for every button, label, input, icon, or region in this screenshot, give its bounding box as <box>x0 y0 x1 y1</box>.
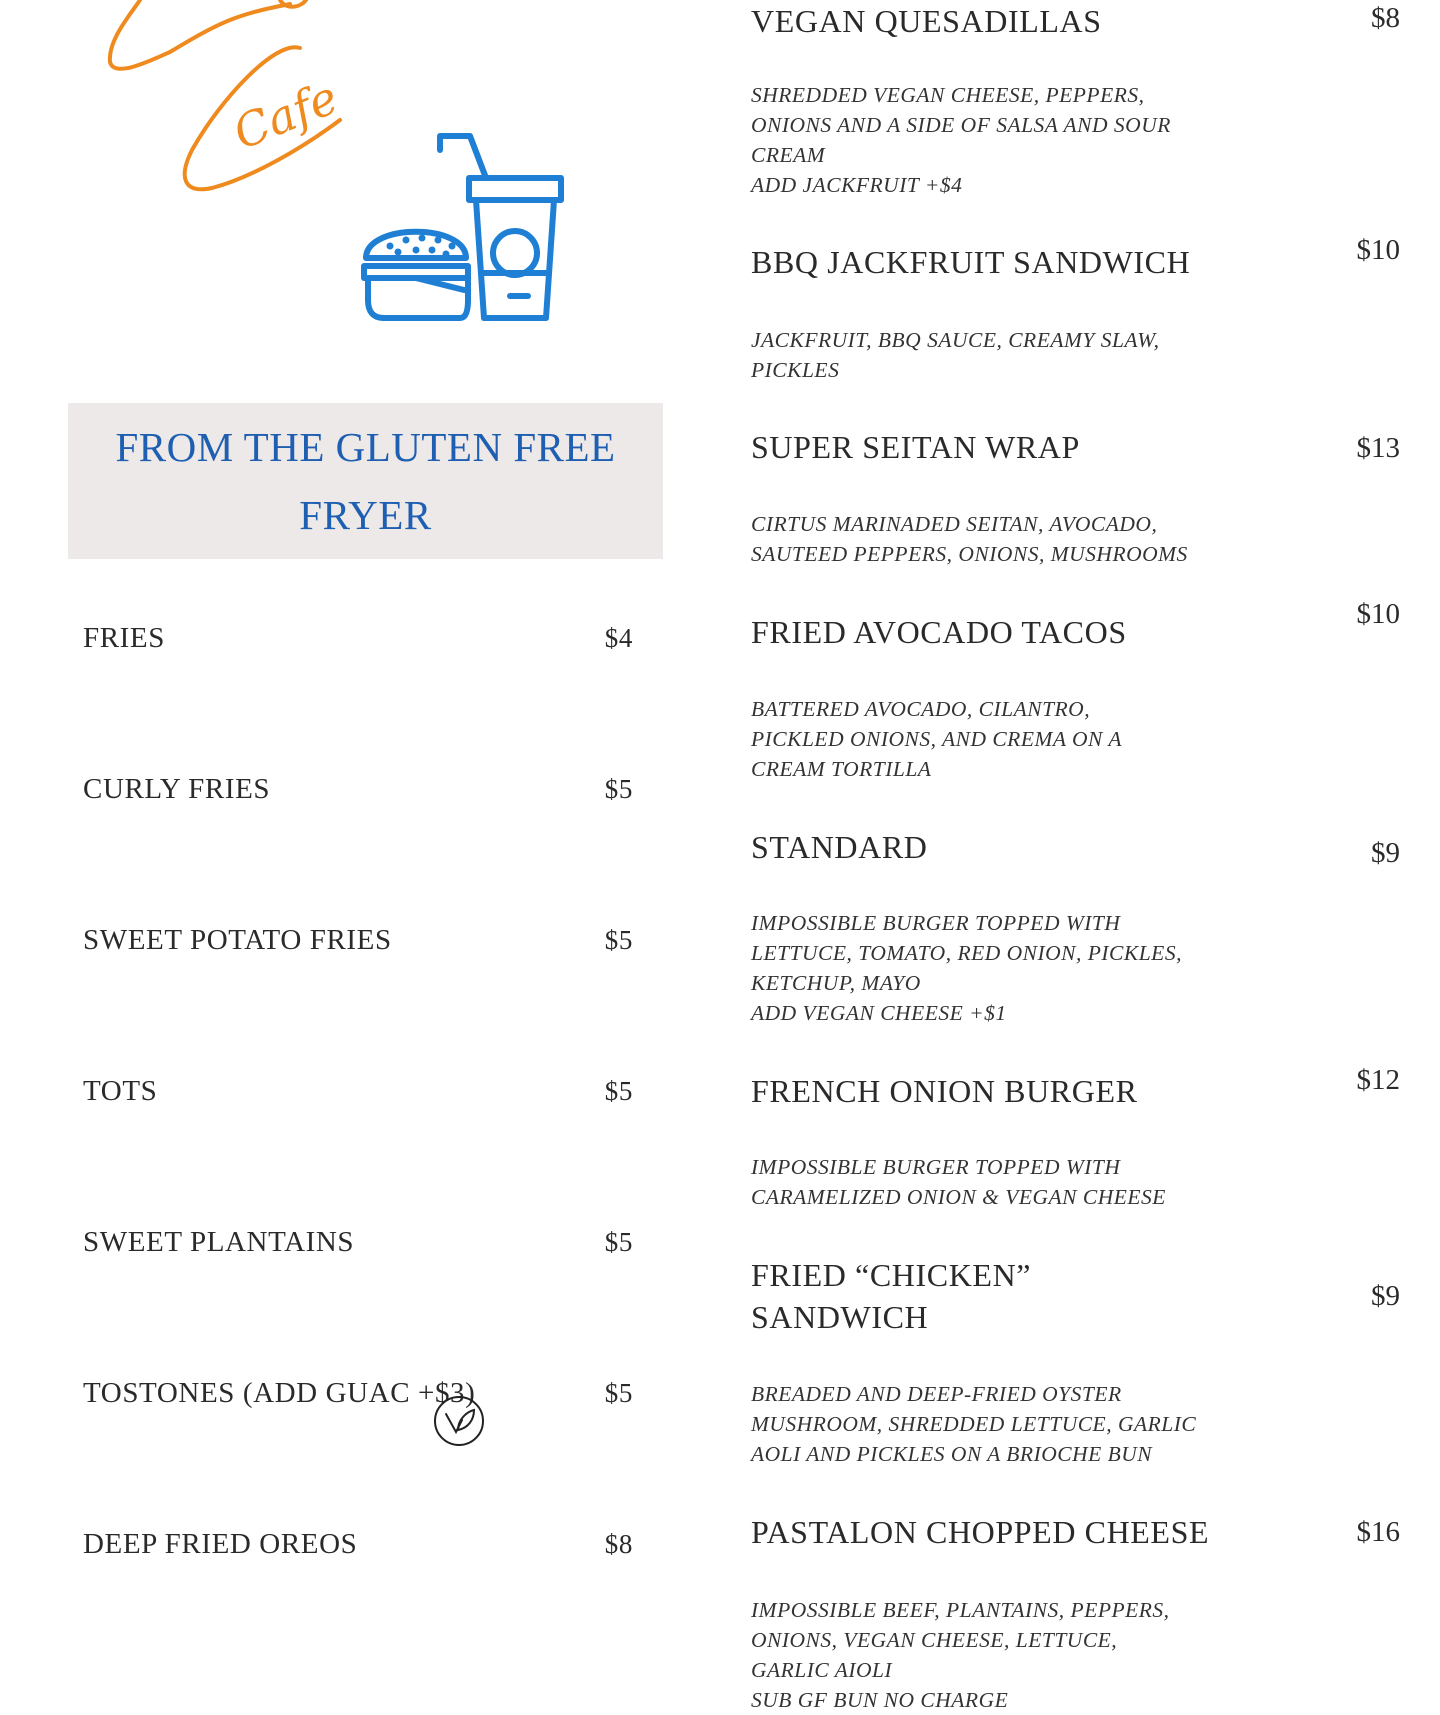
menu-item-name: FRIED AVOCADO TACOS <box>751 614 1127 650</box>
item-price: $5 <box>604 1378 633 1408</box>
menu-item-name: VEGAN QUESADILLAS <box>751 3 1102 39</box>
menu-item-tots <box>83 1075 633 1115</box>
menu-item-description: SHREDDED VEGAN CHEESE, PEPPERS, ONIONS AND A SIDE OF SALSA AND SOUR CREAM ADD JACKFRUIT +$4 <box>751 83 1171 197</box>
menu-item-name: PASTALON CHOPPED CHEESE <box>751 1514 1210 1550</box>
logo-script-text: Cafe <box>225 69 346 161</box>
item-price: $8 <box>604 1529 633 1559</box>
menu-item-name: SUPER SEITAN WRAP <box>751 429 1080 465</box>
menu-item-tostones <box>83 1377 633 1417</box>
menu-item-description: BREADED AND DEEP-FRIED OYSTER MUSHROOM, SHREDDED LETTUCE, GARLIC AOLI AND PICKLES ON A BRIOCHE BUN <box>751 1382 1197 1466</box>
vegan-leaf-icon <box>432 1394 486 1448</box>
menu-item-price: $9 <box>1371 1280 1400 1312</box>
menu-item-price: $9 <box>1371 837 1400 869</box>
menu-item-sweet-plantains <box>83 1226 633 1266</box>
item-name: CURLY FRIES <box>83 773 271 805</box>
menu-item-description: IMPOSSIBLE BEEF, PLANTAINS, PEPPERS, ONIONS, VEGAN CHEESE, LETTUCE, GARLIC AIOLI SUB GF BUN NO CHARGE <box>751 1598 1170 1712</box>
item-name: TOSTONES (ADD GUAC +$3) <box>83 1377 476 1409</box>
menu-item-price: $8 <box>1371 2 1400 34</box>
menu-item-name: FRENCH ONION BURGER <box>751 1073 1138 1109</box>
menu-item-description: JACKFRUIT, BBQ SAUCE, CREAMY SLAW, PICKLES <box>751 328 1160 382</box>
menu-item-name: STANDARD <box>751 829 928 865</box>
menu-item-fries <box>83 622 633 662</box>
menu-item-sweet-potato-fries <box>83 924 633 964</box>
item-name: SWEET PLANTAINS <box>83 1226 355 1258</box>
menu-item-price: $12 <box>1356 1064 1400 1096</box>
item-price: $4 <box>604 623 633 653</box>
menu-item-price: $10 <box>1356 234 1400 266</box>
menu-item-description: BATTERED AVOCADO, CILANTRO, PICKLED ONIONS, AND CREMA ON A CREAM TORTILLA <box>751 697 1122 781</box>
item-name: SWEET POTATO FRIES <box>83 924 392 956</box>
burger-and-drink-icon <box>360 128 580 328</box>
item-price: $5 <box>604 774 633 804</box>
item-price: $5 <box>604 1227 633 1257</box>
menu-item-price: $10 <box>1356 598 1400 630</box>
section-header-box <box>68 403 663 559</box>
menu-item-description: CIRTUS MARINADED SEITAN, AVOCADO, SAUTEED PEPPERS, ONIONS, MUSHROOMS <box>751 512 1188 566</box>
item-name: DEEP FRIED OREOS <box>83 1528 358 1560</box>
menu-item-description: IMPOSSIBLE BURGER TOPPED WITH CARAMELIZED ONION & VEGAN CHEESE <box>751 1155 1166 1209</box>
item-name: FRIES <box>83 622 165 654</box>
menu-item-deep-fried-oreos <box>83 1528 633 1568</box>
menu-item-name: FRIED “CHICKEN” SANDWICH <box>751 1257 1032 1335</box>
section-title: FROM THE GLUTEN FREE FRYER <box>115 424 616 538</box>
menu-item-description: IMPOSSIBLE BURGER TOPPED WITH LETTUCE, TOMATO, RED ONION, PICKLES, KETCHUP, MAYO ADD VEGAN CHEESE +$1 <box>751 911 1182 1025</box>
item-price: $5 <box>604 925 633 955</box>
item-name: TOTS <box>83 1075 158 1107</box>
menu-item-curly-fries <box>83 773 633 813</box>
menu-item-name: BBQ JACKFRUIT SANDWICH <box>751 244 1191 280</box>
menu-item-price: $13 <box>1356 432 1400 464</box>
item-price: $5 <box>604 1076 633 1106</box>
menu-item-price: $16 <box>1356 1516 1400 1548</box>
